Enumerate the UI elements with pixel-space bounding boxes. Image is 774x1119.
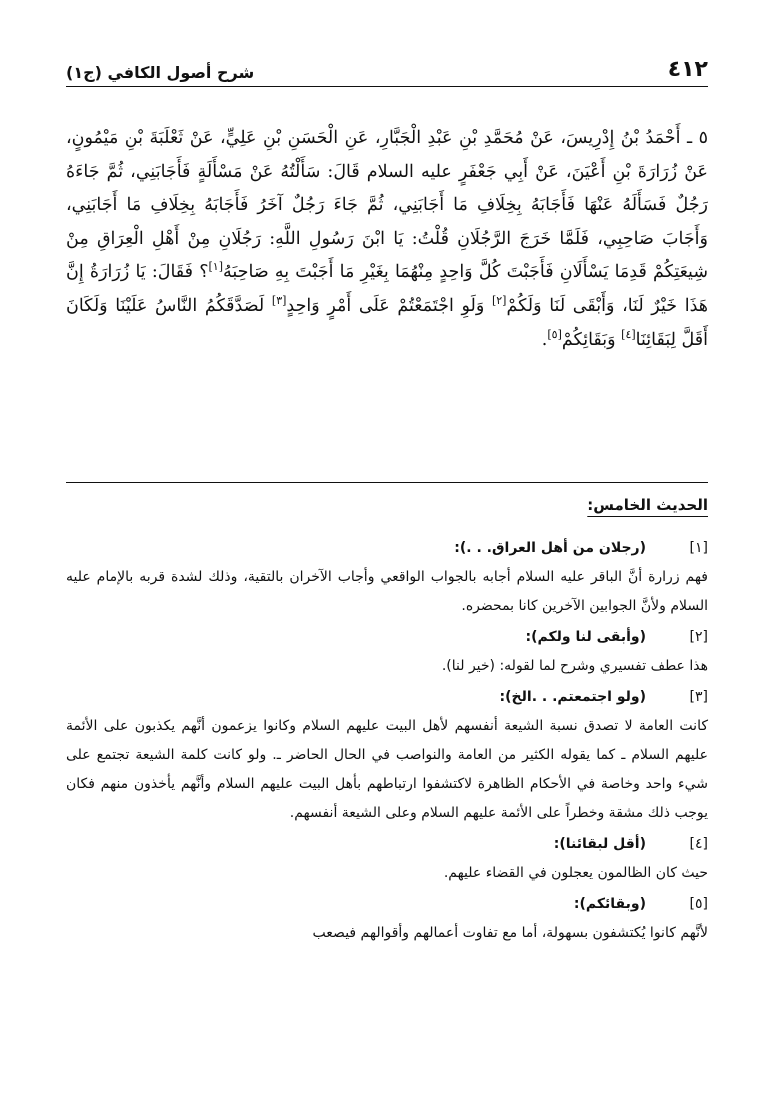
note-item: [66, 623, 708, 681]
hadith-segment: وَبَقَائِكُمْ: [561, 329, 622, 350]
note-number: [٤]: [689, 836, 708, 852]
note-header: [66, 890, 708, 919]
page-number: ٤١٢: [667, 57, 708, 82]
note-header: [66, 623, 708, 652]
note-header: [66, 683, 708, 712]
hadith-segment: لَصَدَّقَكُمُ النَّاسُ عَلَيْنَا وَلَكَانَ أَقَلَّ لِبَقَائِنَا: [66, 295, 708, 350]
note-number: [١]: [689, 540, 708, 556]
note-body: فهم زرارة أنَّ الباقر عليه السلام أجابه بالجواب الواقعي وأجاب الآخران بالتقية، وذلك لشدة قربه بالإمام عليه السلام ولأنَّ الجوابين الآخرين كانا بمحضره.: [66, 569, 708, 614]
note-title: (وأبقى لنا ولكم):: [525, 629, 646, 645]
note-title: (ولو اجتمعتم. . .الخ):: [499, 689, 646, 705]
note-item: [66, 830, 708, 888]
footnote-ref-4: [٤]: [621, 327, 636, 341]
note-body: لأنَّهم كانوا يُكتشفون بسهولة، أما مع تفاوت أعمالهم وأقوالهم فيصعب: [312, 925, 708, 941]
hadith-paragraph: [66, 122, 708, 357]
note-body: حيث كان الظالمون يعجلون في القضاء عليهم.: [443, 865, 708, 881]
note-item: [66, 683, 708, 828]
note-item: [66, 890, 708, 948]
header-rule: [66, 86, 708, 87]
notes-rule: [66, 482, 708, 483]
note-header: [66, 534, 708, 563]
hadith-segment: ؟ فَقَالَ: يَا زُرَارَةُ إِنَّ هَذَا خَيْرٌ لَنَا، وَأَبْقَى لَنَا وَلَكُمْ: [66, 262, 708, 316]
commentary-notes: [66, 492, 708, 950]
note-body: هذا عطف تفسيري وشرح لما لقوله: (خير لنا).: [441, 658, 708, 674]
hadith-segment: ٥ ـ أَحْمَدُ بْنُ إِدْرِيسَ، عَنْ مُحَمَّدِ بْنِ عَبْدِ الْجَبَّارِ، عَنِ الْحَسَنِ بْنِ عَلِيٍّ، عَنْ ثَعْلَبَةَ بْنِ مَيْمُونٍ، عَنْ زُرَارَةَ بْنِ أَعْيَنَ، عَنْ أَبِي جَعْفَرٍ عليه السلام قَالَ: سَأَلْتُهُ عَنْ مَسْأَلَةٍ فَأَجَابَنِي، ثُمَّ جَاءَهُ رَجُلٌ فَسَأَلَهُ عَنْهَا فَأَجَابَهُ بِخِلَافِ مَا أَجَابَنِي، ثُمَّ جَاءَ رَجُلٌ آخَرُ فَأَجَابَهُ بِخِلَافِ مَا أَجَابَنِي، وَأَجَابَ صَاحِبِي، فَلَمَّا خَرَجَ الرَّجُلَانِ قُلْتُ: يَا ابْنَ رَسُولِ اللَّهِ: رَجُلَانِ مِنْ أَهْلِ الْعِرَاقِ مِنْ شِيعَتِكُمْ قَدِمَا يَسْأَلَانِ فَأَجَبْتَ كُلَّ وَاحِدٍ مِنْهُمَا بِغَيْرِ مَا أَجَبْتَ بِهِ صَاحِبَهُ: [66, 128, 709, 283]
note-item: [66, 534, 708, 621]
footnote-ref-2: [٢]: [491, 294, 507, 308]
note-number: [٢]: [689, 629, 708, 645]
hadith-segment: وَلَوِ اجْتَمَعْتُمْ عَلَى أَمْرٍ وَاحِدٍ: [286, 295, 492, 316]
note-number: [٣]: [689, 689, 708, 705]
note-title: (وبقائكم):: [573, 896, 646, 912]
hadith-segment: .: [541, 329, 548, 350]
note-body: كانت العامة لا تصدق نسبة الشيعة أنفسهم لأهل البيت عليهم السلام وكانوا يزعمون أنَّهم يكذبون على الأئمة عليهم السلام ـ كما يقوله الكثير من العامة والنواصب في الحال الحاضر ـ. ولو كانت كلمة الشيعة تجتمع على شيء واحد وخاصة في الأحكام الظاهرة لاكتشفوا ارتباطهم بأهل البيت عليهم السلام وأنَّهم يأخذون منهم فكان يوجب ذلك مشقة وخطراً على الأئمة عليهم السلام وعلى الشيعة أنفسهم.: [66, 718, 708, 821]
hadith-text: [66, 122, 708, 357]
running-title: شرح أصول الكافي (ج١): [66, 63, 255, 82]
note-header: [66, 830, 708, 859]
note-title: (رجلان من أهل العراق. . .):: [454, 540, 646, 556]
page-header: [66, 42, 708, 82]
footnote-ref-3: [٣]: [271, 294, 287, 308]
note-title: (أقل لبقائنا):: [553, 836, 646, 852]
footnote-ref-1: [١]: [208, 260, 224, 274]
footnote-ref-5: [٥]: [547, 327, 562, 341]
notes-heading: الحديث الخامس:: [587, 496, 708, 514]
note-number: [٥]: [689, 896, 708, 912]
